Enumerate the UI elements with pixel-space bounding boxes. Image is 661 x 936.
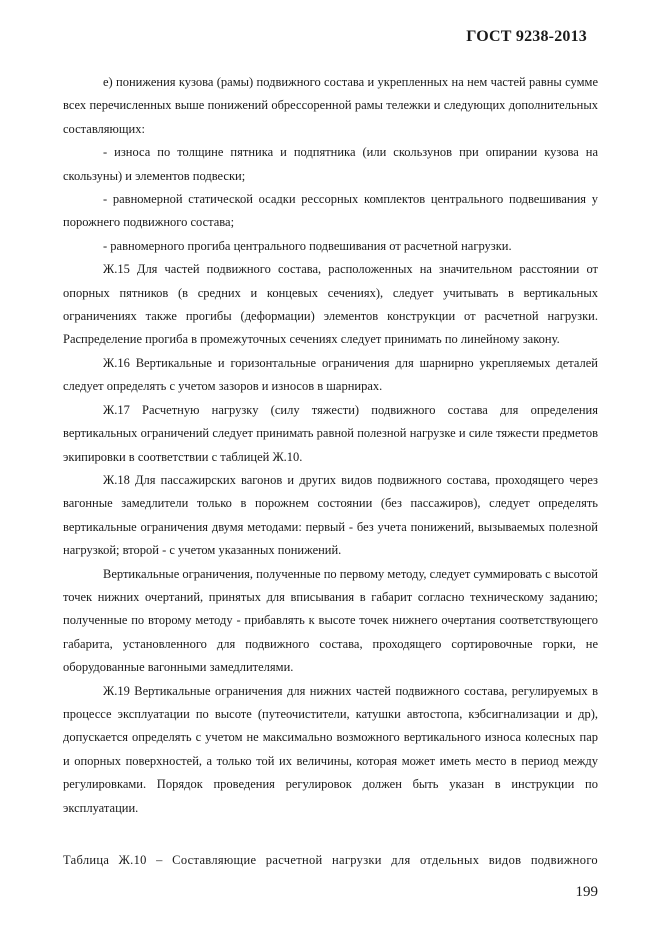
- paragraph-static-settling: - равномерной статической осадки рессорных комплектов центрального подвешивания у порожнего подвижного состава;: [63, 192, 598, 230]
- paragraph-zh17: Ж.17 Расчетную нагрузку (силу тяжести) подвижного состава для определения вертикальных ограничений следует принимать равной полезной нагрузке и силе тяжести предметов экипировки в соответствии с таблицей Ж.10.: [63, 402, 598, 464]
- paragraph-uniform-deflection: - равномерного прогиба центрального подвешивания от расчетной нагрузки.: [103, 238, 512, 253]
- paragraph-zh18: Ж.18 Для пассажирских вагонов и других видов подвижного состава, проходящего через вагонные замедлители только в порожнем состоянии (без пассажиров), следует определять вертикальные ограничения двумя методами: первый - без учета понижений, вызываемых полезной нагрузкой; второй - с учетом указанных понижений.: [63, 472, 598, 558]
- paragraph-wear-center-plate: - износа по толщине пятника и подпятника (или скользунов при опирании кузова на скользуны) и элементов подвески;: [63, 145, 598, 183]
- paragraph-vertical-limits-methods: Вертикальные ограничения, полученные по первому методу, следует суммировать с высотой точек нижних очертаний, принятых для вписывания в габарит согласно техническому заданию; полученные по второму методу - прибавлять к высоте точек нижнего очертания соответствующего габарита, установленного для подвижного состава, проходящего сортировочные горки, не оборудованные вагонными замедлителями.: [63, 566, 598, 675]
- page-number: 199: [575, 884, 598, 900]
- document-body: [63, 71, 598, 820]
- paragraph-zh19: Ж.19 Вертикальные ограничения для нижних частей подвижного состава, регулируемых в процессе эксплуатации по высоте (путеочистители, катушки автостопа, кэбсигнализации и др), допускается определять с учетом не максимально возможного вертикального износа колесных пар и опорных поверхностей, а только той их величины, которая может иметь место в период между регулировками. Порядок проведения регулировок должен быть указан в инструкции по эксплуатации.: [63, 683, 598, 815]
- document-code-header: ГОСТ 9238-2013: [466, 28, 587, 45]
- paragraph-e-lowering-body: е) понижения кузова (рамы) подвижного состава и укрепленных на нем частей равны сумме всех перечисленных выше понижений обрессоренной рамы тележки и следующих дополнительных составляющих:: [63, 75, 598, 136]
- paragraph-zh15: Ж.15 Для частей подвижного состава, расположенных на значительном расстоянии от опорных пятников (в средних и концевых сечениях), следует учитывать в вертикальных ограничениях также прогибы (деформации) элементов конструкции от расчетной нагрузки. Распределение прогиба в промежуточных сечениях следует принимать по линейному закону.: [63, 262, 598, 347]
- paragraph-zh16: Ж.16 Вертикальные и горизонтальные ограничения для шарнирно укрепляемых деталей следует определять с учетом зазоров и износов в шарнирах.: [63, 355, 598, 394]
- table-caption: Таблица Ж.10 – Составляющие расчетной нагрузки для отдельных видов подвижного: [63, 853, 598, 867]
